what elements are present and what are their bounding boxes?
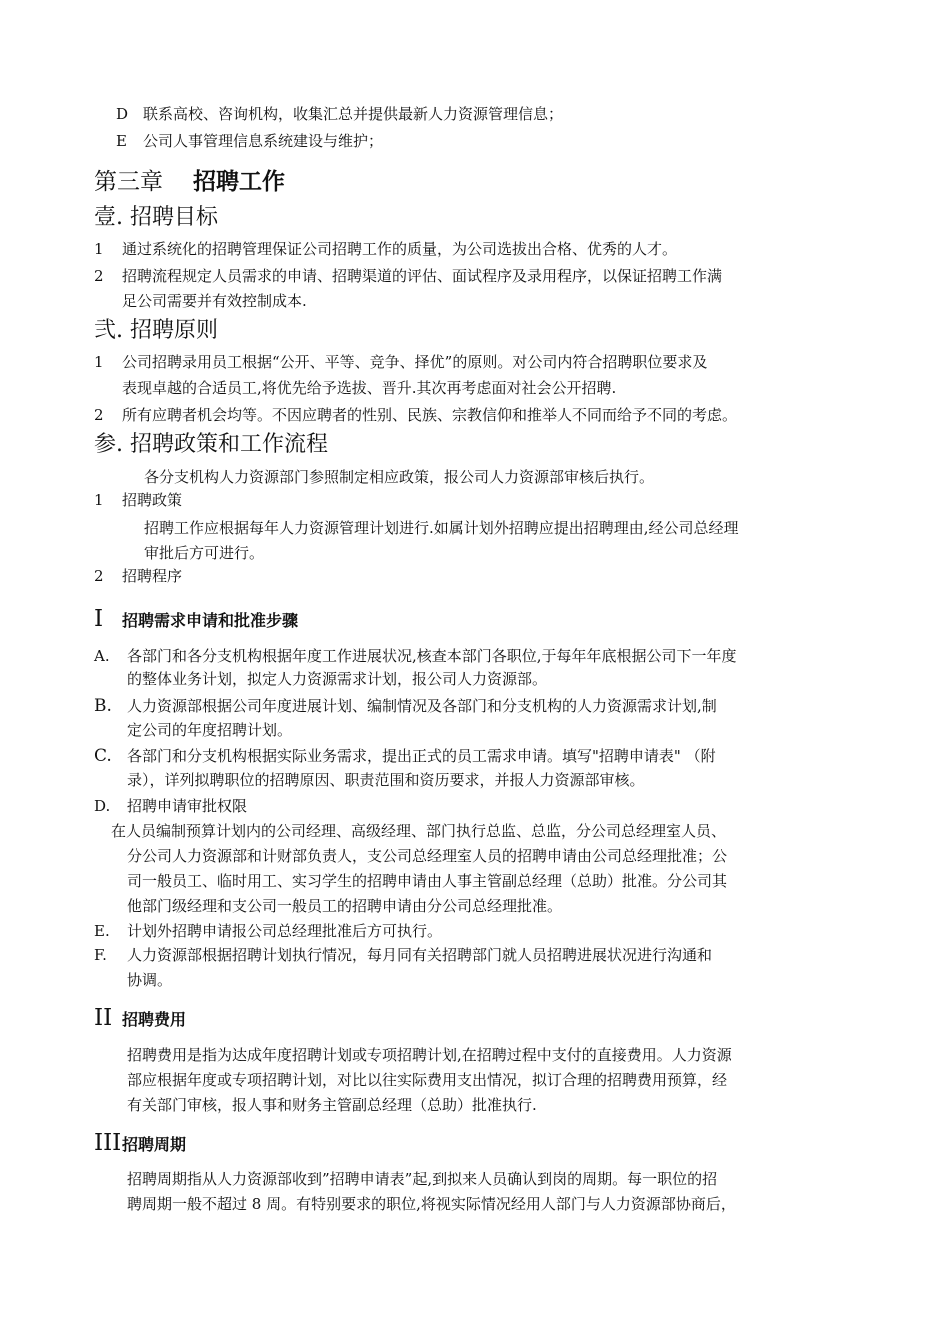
list-line: 各部门和分支机构根据实际业务需求，提出正式的员工需求申请。填写"招聘申请表" （附 (127, 747, 716, 765)
item-line: 所有应聘者机会均等。不因应聘者的性别、民族、宗教信仰和推举人不同而给予不同的考虑。 (122, 406, 738, 424)
paragraph-line: 在人员编制预算计划内的公司经理、高级经理、部门执行总监、总监，分公司总经理室人员、 (111, 822, 727, 840)
subsection-title: 招聘周期 (122, 1135, 187, 1154)
item-line: 审批后方可进行。 (144, 544, 265, 562)
item-line: 表现卓越的合适员工,将优先给予选拔、晋升.其次再考虑面对社会公开招聘. (122, 379, 617, 397)
chapter-title: 招聘工作 (193, 169, 285, 195)
list-label: A. (94, 647, 110, 665)
item-line: 招聘工作应根据每年人力资源管理计划进行.如属计划外招聘应提出招聘理由,经公司总经理 (144, 519, 739, 537)
list-line: 人力资源部根据公司年度进展计划、编制情况及各部门和分支机构的人力资源需求计划,制 (127, 697, 717, 715)
list-line: 招聘申请审批权限 (127, 797, 248, 815)
list-label: F. (94, 946, 107, 964)
list-label: E. (94, 922, 110, 940)
roman-numeral: III (94, 1130, 122, 1156)
item-line: 足公司需要并有效控制成本. (122, 292, 307, 310)
list-label: D. (94, 797, 111, 815)
item-line: 通过系统化的招聘管理保证公司招聘工作的质量，为公司选拔出合格、优秀的人才。 (122, 240, 678, 258)
paragraph-line: 他部门级经理和支公司一般员工的招聘申请由分公司总经理批准。 (127, 897, 563, 915)
item-number: 1 (94, 491, 104, 509)
subsection-title: 招聘需求申请和批准步骤 (122, 611, 299, 630)
subsection-heading (94, 605, 298, 635)
item-number: 1 (94, 353, 104, 371)
paragraph-line: 招聘费用是指为达成年度招聘计划或专项招聘计划,在招聘过程中支付的直接费用。人力资源 (127, 1046, 732, 1064)
paragraph-line: 招聘周期指从人力资源部收到”招聘申请表”起,到拟来人员确认到岗的周期。每一职位的招 (127, 1170, 718, 1188)
roman-numeral: I (94, 606, 104, 632)
list-item-text: 公司人事管理信息系统建设与维护； (143, 132, 384, 150)
section-heading: 弐. 招聘原则 (94, 318, 218, 343)
list-item-text: 联系高校、咨询机构，收集汇总并提供最新人力资源管理信息； (143, 105, 564, 123)
list-line: 协调。 (127, 971, 173, 989)
paragraph-line: 部应根据年度或专项招聘计划，对比以往实际费用支出情况，拟订合理的招聘费用预算，经 (127, 1071, 728, 1089)
list-line: 各部门和各分支机构根据年度工作进展状况,核查本部门各职位,于每年年底根据公司下一年度 (127, 647, 737, 665)
list-line: 录），详列拟聘职位的招聘原因、职责范围和资历要求，并报人力资源部审核。 (127, 771, 645, 789)
list-label: B. (94, 696, 112, 716)
item-number: 2 (94, 267, 104, 285)
item-line: 公司招聘录用员工根据“公开、平等、竞争、择优”的原则。对公司内符合招聘职位要求及 (122, 353, 708, 371)
subsection-title: 招聘费用 (122, 1010, 187, 1029)
list-line: 的整体业务计划，拟定人力资源需求计划，报公司人力资源部。 (127, 670, 548, 688)
section-heading: 壹. 招聘目标 (94, 205, 218, 230)
list-label: E (116, 132, 127, 150)
section-intro: 各分支机构人力资源部门参照制定相应政策，报公司人力资源部审核后执行。 (144, 468, 655, 486)
item-number: 2 (94, 567, 104, 585)
section-heading: 参. 招聘政策和工作流程 (94, 432, 328, 457)
paragraph-line: 分公司人力资源部和计财部负责人，支公司总经理室人员的招聘申请由公司总经理批准；公 (127, 847, 728, 865)
list-label: C. (94, 746, 112, 766)
item-line: 招聘流程规定人员需求的申请、招聘渠道的评估、面试程序及录用程序，以保证招聘工作满 (122, 267, 723, 285)
item-label: 招聘程序 (122, 567, 183, 585)
list-label: D (116, 105, 129, 123)
subsection-heading (94, 1004, 186, 1034)
subsection-heading (94, 1129, 186, 1159)
paragraph-line: 司一般员工、临时用工、实习学生的招聘申请由人事主管副总经理（总助）批准。分公司其 (127, 872, 728, 890)
list-line: 定公司的年度招聘计划。 (127, 721, 293, 739)
list-line: 计划外招聘申请报公司总经理批准后方可执行。 (127, 922, 443, 940)
paragraph-line: 聘周期一般不超过 8 周。有特别要求的职位,将视实际情况经用人部门与人力资源部协商后， (127, 1195, 736, 1213)
item-number: 1 (94, 240, 104, 258)
item-label: 招聘政策 (122, 491, 183, 509)
roman-numeral: II (94, 1005, 113, 1031)
chapter-number: 第三章 (94, 169, 163, 195)
chapter-heading (94, 166, 285, 198)
list-line: 人力资源部根据招聘计划执行情况，每月同有关招聘部门就人员招聘进展状况进行沟通和 (127, 946, 713, 964)
paragraph-line: 有关部门审核，报人事和财务主管副总经理（总助）批准执行. (127, 1096, 537, 1114)
item-number: 2 (94, 406, 104, 424)
